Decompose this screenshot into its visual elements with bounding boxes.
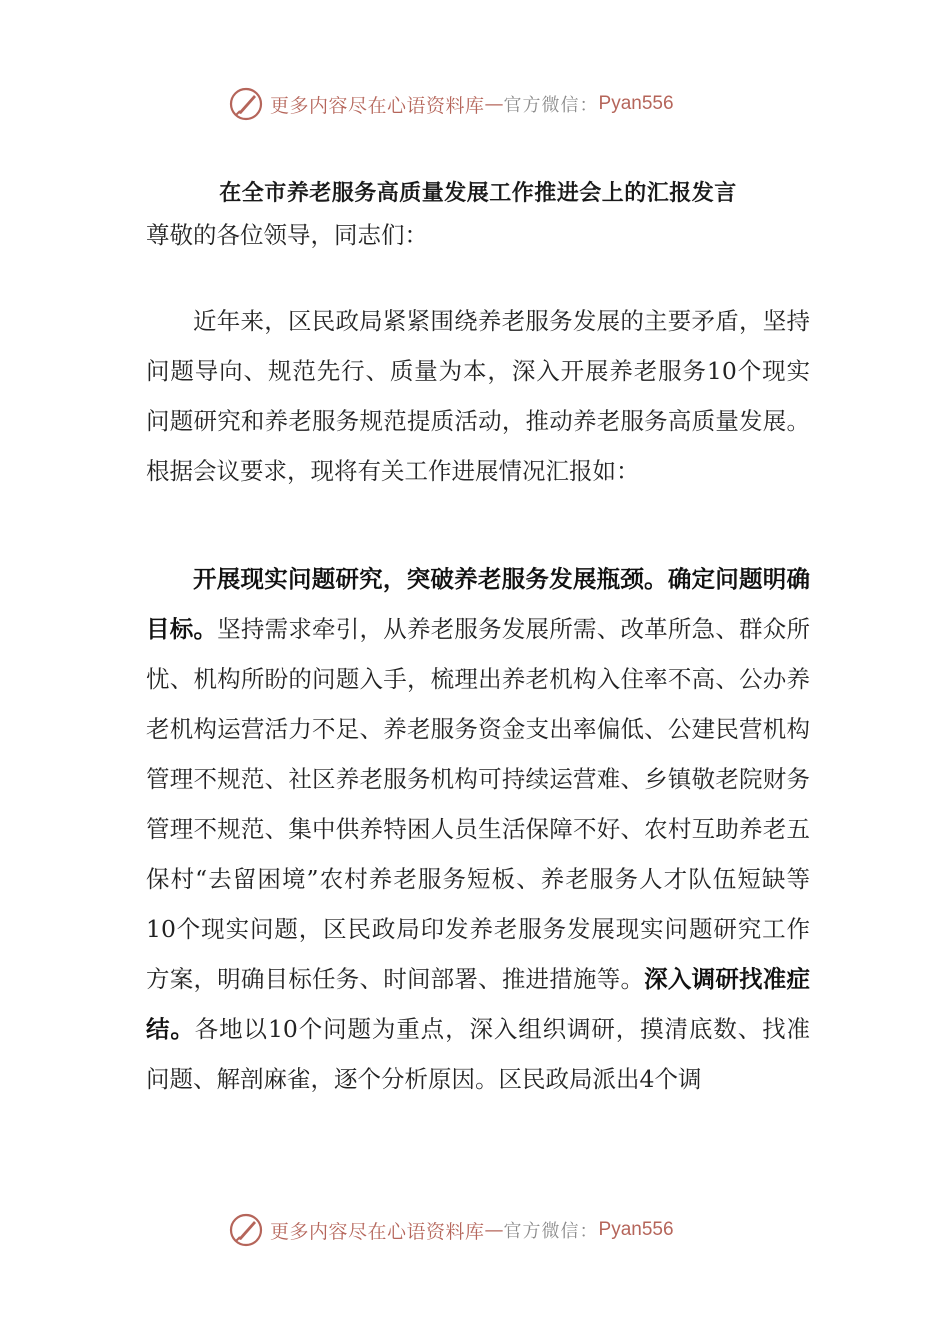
footer-banner [228, 1210, 674, 1250]
paragraph-research [146, 554, 810, 1104]
subheading-investigate: 深入调研找准症结。 [146, 965, 811, 1043]
paragraph-text-1: 坚持需求牵引，从养老服务发展所需、改革所急、群众所忧、机构所盼的问题入手，梳理出养老机构入住率不高、公办养老机构运营活力不足、养老服务资金支出率偏低、公建民营机构管理不规范、社区养老服务机构可持续运营难、乡镇敬老院财务管理不规范、集中供养特困人员生活保障不好、农村互助养老五保村“去留困境”农村养老服务短板、养老服务人才队伍短缺等10个现实问题，区民政局印发养老服务发展现实问题研究工作方案，明确目标任务、时间部署、推进措施等。 [146, 615, 811, 993]
quill-logo-icon [228, 86, 264, 122]
page-title: 在全市养老服务高质量发展工作推进会上的汇报发言 [219, 181, 737, 206]
banner-dash: — [484, 1219, 504, 1241]
quill-logo-icon [228, 1212, 264, 1248]
section-heading: 开展现实问题研究，突破养老服务发展瓶颈。 [193, 565, 668, 593]
paragraph-intro: 近年来，区民政局紧紧围绕养老服务发展的主要矛盾，坚持问题导向、规范先行、质量为本，深入开展养老服务10个现实问题研究和养老服务规范提质活动，推动养老服务高质量发展。根据会议要求，现将有关工作进展情况汇报如： [146, 307, 810, 485]
header-banner [228, 84, 674, 124]
salutation: 尊敬的各位领导，同志们： [146, 221, 428, 249]
subheading-define-goals: 确定问题明确目标。 [146, 565, 811, 643]
wechat-id: Pyan556 [598, 1219, 674, 1240]
banner-dash: — [484, 93, 504, 115]
wechat-label: 官方微信： [503, 1221, 599, 1242]
wechat-label: 官方微信： [503, 95, 599, 116]
wechat-id: Pyan556 [598, 93, 674, 114]
banner-text: 更多内容尽在心语资料库 [270, 1220, 485, 1243]
banner-text: 更多内容尽在心语资料库 [270, 94, 485, 117]
paragraph-text-2: 各地以10个问题为重点，深入组织调研，摸清底数、找准问题、解剖麻雀，逐个分析原因。区民政局派出4个调 [146, 1015, 811, 1093]
